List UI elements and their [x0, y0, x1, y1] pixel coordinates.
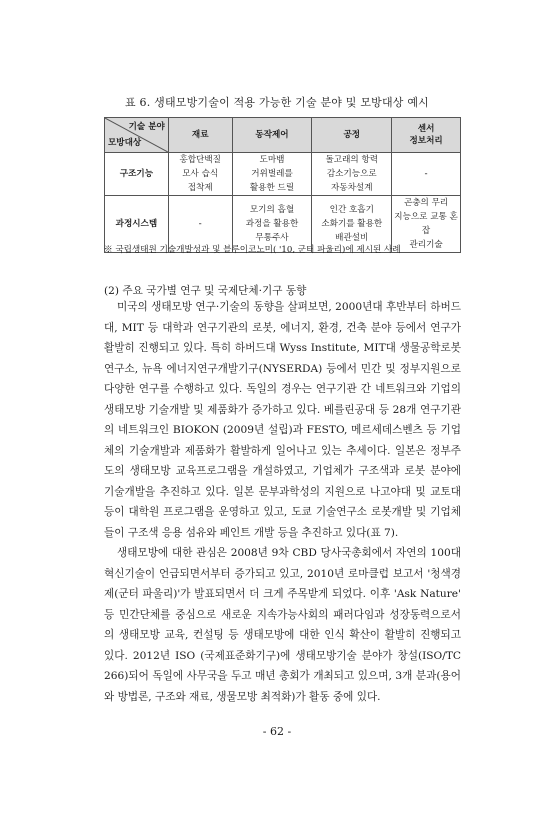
table-cell: - [168, 196, 232, 253]
table-header-row [105, 118, 461, 153]
header-material: 재료 [168, 118, 232, 153]
table-source-note: ※ 국립생태원 기술개발성과 및 블루이코노미( '10, 군터 파울리)에 제시된 사례 [104, 245, 401, 255]
header-process: 공정 [312, 118, 392, 153]
page-number: - 62 - [262, 725, 292, 738]
row-label: 구조기능 [105, 153, 169, 196]
body-text [104, 297, 461, 707]
table-cell: 모기의 흡혈 과정을 활용한 무통주사 [232, 196, 312, 253]
table-cell: 홍합단백질 모사 습식 접착제 [168, 153, 232, 196]
paragraph: 생태모방에 대한 관심은 2008년 9차 CBD 당사국총회에서 자연의 100대 혁신기술이 언급되면서부터 증가되고 있고, 2010년 로마클럽 보고서 '청색경제(군터 파울리)'가 발표되면서 더 크게 주목받게 되었다. 이후 'Ask Nature' 등 민간단체를 중심으로 새로운 지속가능사회의 패러다임과 성장동력으로서의 생태모방 교육, 컨설팅 등 생태모방에 대한 인식 확산이 활발히 진행되고 있다. 2012년 ISO (국제표준화기구)에 생태모방기술 분야가 창설(ISO/TC 266)되어 독일에 사무국을 두고 매년 총회가 개최되고 있으며, 3개 분과(용어와 방법론, 구조와 재료, 생물모방 최적화)가 활동 중에 있다. [104, 547, 461, 703]
table-cell: - [392, 153, 461, 196]
table-row [105, 153, 461, 196]
corner-label-field: 기술 분야 [128, 122, 165, 132]
table-cell: 도마뱀 거위벌레를 활용한 드릴 [232, 153, 312, 196]
table-cell: 돌고래의 항력 감소기능으로 자동차설계 [312, 153, 392, 196]
table-cell: 인간 호흡기 소화기를 활용한 배관설비 [312, 196, 392, 253]
paragraph: 미국의 생태모방 연구·기술의 동향을 살펴보면, 2000년대 후반부터 하버드대, MIT 등 대학과 연구기관의 로봇, 에너지, 환경, 건축 분야 등에서 연구가 활발히 진행되고 있다. 특히 하버드대 Wyss Institute, MIT대 생물공학로봇연구소, 뉴욕 에너지연구개발기구(NYSERDA) 등에서 민간 및 정부지원으로 다양한 연구를 수행하고 있다. 독일의 경우는 연구기관 간 네트워크와 기업의 생태모방 기술개발 및 제품화가 증가하고 있다. 베를린공대 등 28개 연구기관의 네트워크인 BIOKON (2009년 설립)과 FESTO, 메르세데스벤츠 등 기업체의 기술개발과 제품화가 활발하게 일어나고 있는 추세이다. 일본은 정부주도의 생태모방 교육프로그램을 개설하였고, 기업체가 구조색과 로봇 분야에 기술개발을 추진하고 있다. 일본 문부과학성의 지원으로 나고야대 및 교토대 등이 대학원 프로그램을 운영하고 있고, 도쿄 기술연구소 로봇개발 및 기업체들이 구조색 응용 섬유와 페인트 개발 등을 추진하고 있다(표 7). [104, 301, 461, 539]
header-sensor: 센서 정보처리 [392, 118, 461, 153]
corner-label-target: 모방대상 [108, 138, 142, 148]
header-motion-control: 동작제어 [232, 118, 312, 153]
table-caption: 표 6. 생태모방기술이 적용 가능한 기술 분야 및 모방대상 예시 [125, 96, 429, 109]
application-field-table [104, 117, 461, 253]
corner-cell [105, 118, 169, 153]
table-cell: 곤충의 무리 지능으로 교통 혼잡 관리기술 [392, 196, 461, 253]
row-label: 과정시스템 [105, 196, 169, 253]
section-heading: (2) 주요 국가별 연구 및 국제단체·기구 동향 [104, 285, 307, 297]
